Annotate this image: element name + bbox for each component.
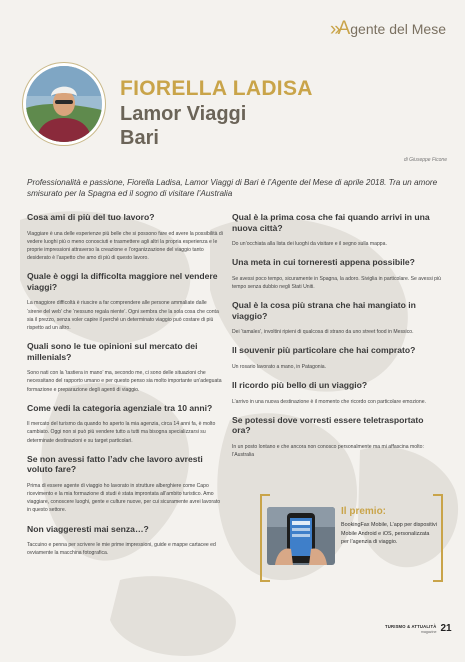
qa-item <box>232 300 442 336</box>
qa-item <box>27 212 223 262</box>
answer: Do un’occhiata alla lista dei luoghi da visitare e il segno sulla mappa. <box>232 241 387 247</box>
qa-item <box>27 341 223 394</box>
answer: Taccuino e penna per scrivere le mie prime impressioni, guide e mappe cartacee ed ovviamente la macchina fotografica. <box>27 542 216 557</box>
agency-city-line: Bari <box>120 127 159 149</box>
answer: In un posto lontano e che ancora non conosco personalmente ma mi affascina molto: l’Australia <box>232 443 424 458</box>
answer: La maggiore difficoltà è riuscire a far comprendere alle persone ammaliate dalle ‘sirene del web’ che ‘nessuno regala niente’. Ogni sembra che la sola cosa che conta sia il prezzo, senza voler capire il perché un determinato viaggio può costare di più rispetto ad un altro. <box>27 300 219 331</box>
qa-item <box>27 271 223 332</box>
answer: Il mercato del turismo da quando ho aperto la mia agenzia, circa 14 anni fa, è molto cambiato. Oggi non si può più vendere tutto a tutti ma bisogna specializzarsi su determinate destinazioni e su target particolari. <box>27 421 216 444</box>
question: Se potessi dove vorresti essere teletrasportato ora? <box>232 414 424 436</box>
agency-name-line: Lamor Viaggi <box>120 103 247 125</box>
qa-column-left <box>27 212 223 567</box>
author-byline: di Giuseppe Ficone <box>403 157 447 163</box>
qa-item <box>27 403 223 445</box>
prize-box <box>260 494 443 578</box>
section-title-initial: A <box>337 18 351 39</box>
answer: Viaggiare è una delle esperienze più belle che si possono fare ed avere la possibilità di vedere luoghi più o meno conosciuti e trasmettere agli altri la propria esperienza e le proprie impressioni attraverso la creazione e l’organizzazione del viaggio tanto desiderato è l’aspetto che amo di più di questo lavoro. <box>27 230 223 262</box>
question: Qual è la cosa più strana che hai mangiato in viaggio? <box>232 300 416 321</box>
question: Qual è la prima cosa che fai quando arrivi in una nuova città? <box>232 212 430 233</box>
question: Quali sono le tue opinioni sul mercato dei millenials? <box>27 341 198 362</box>
magazine-logo-line2: magazine <box>420 629 437 634</box>
agent-name: FIORELLA LADISA <box>120 77 313 100</box>
double-chevron-right-icon: » <box>330 18 336 40</box>
section-title-rest: gente del Mese <box>350 21 446 37</box>
page-number: 21 <box>440 623 452 634</box>
question: Il ricordo più bello di un viaggio? <box>232 380 368 391</box>
qa-item <box>232 380 442 406</box>
qa-item <box>232 415 442 459</box>
prize-title: Il premio: <box>341 506 387 517</box>
qa-column-right <box>232 212 442 468</box>
qa-item <box>27 454 223 515</box>
answer: Prima di essere agente di viaggio ho lavorato in strutture alberghiere come Capo ricevimento e la mia formazione di studi è stata improntata all’ambito turistico. Amo viaggiare, conoscere luoghi, gente e culture nuove, per cui sicuramente avrei lavorato in questo settore. <box>27 482 221 514</box>
question: Il souvenir più particolare che hai comprato? <box>232 345 416 356</box>
section-header <box>330 18 446 40</box>
prize-phone-image <box>267 507 335 565</box>
question: Quale è oggi la difficolta maggiore nel vendere viaggi? <box>27 271 218 292</box>
question: Come vedi la categoria agenziale tra 10 anni? <box>27 402 213 413</box>
intro-paragraph: Professionalità e passione, Fiorella Ladisa, Lamor Viaggi di Bari è l’Agente del Mese di aprile 2018. Tra un amore smisurato per la Spagna ed il sogno di visitare l’Australia <box>27 178 438 198</box>
question: Non viaggeresti mai senza…? <box>27 523 149 534</box>
qa-item <box>232 212 442 248</box>
answer: Se avessi poco tempo, sicuramente in Spagna, la adoro. Siviglia in particolare. Se avessi più tempo senza dubbio negli Stati Uniti. <box>232 275 441 290</box>
answer: L’arrivo in una nuova destinazione è il momento che ricordo con particolare emozione. <box>232 398 426 405</box>
qa-item <box>232 257 442 291</box>
qa-item <box>27 524 223 558</box>
qa-item <box>232 345 442 371</box>
answer: Sono nati con la ‘tastiera in mano’ ma, secondo me, ci sono delle situazioni che necessitano del rapporto umano e per questo penso sia molto importante un’adeguata formazione e preparazione degli agenti di viaggio. <box>27 370 222 393</box>
answer: Un rosario lavorato a mano, in Patagonia. <box>232 363 327 370</box>
page-footer <box>385 624 452 634</box>
question: Cosa ami di più del tuo lavoro? <box>27 212 155 222</box>
profile-photo <box>26 66 102 142</box>
prize-description: BookingFax Mobile, L’app per dispositivi Mobile Android e iOS, personalizzata per l’agenzia di viaggio. <box>341 522 437 546</box>
section-title <box>338 18 446 40</box>
agency-name <box>120 102 246 150</box>
question: Una meta in cui torneresti appena possibile? <box>232 257 415 268</box>
answer: Dei ‘tamales’, involtini ripieni di qualcosa di strano da uno street food in Messico. <box>232 329 414 336</box>
magazine-logo <box>385 625 436 634</box>
magazine-logo-line1: TURISMO & ATTUALITÀ <box>385 624 437 629</box>
question: Se non avessi fatto l’adv che lavoro avresti voluto fare? <box>27 453 203 475</box>
